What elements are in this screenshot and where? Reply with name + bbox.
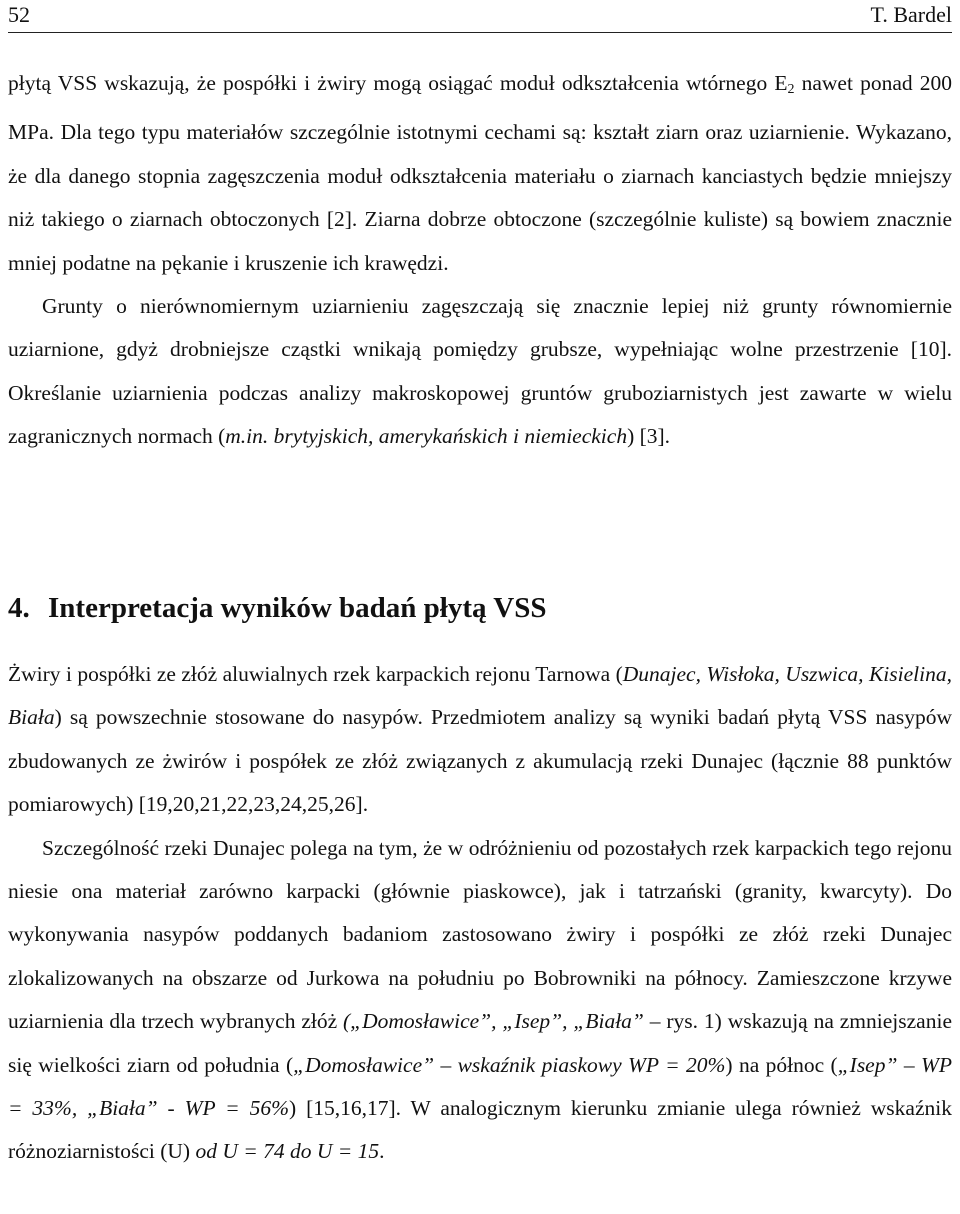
body-text-bottom — [8, 653, 952, 1174]
paragraph-2: Grunty o nierównomiernym uziarnieniu zagęszczają się znacznie lepiej niż grunty równomiernie uziarnione, gdyż drobniejsze cząstki wnikają pomiędzy grubsze, wypełniając wolne przestrzenie [10]. Określanie uziarnienia podczas analizy makroskopowej gruntów gruboziarnistych jest zawarte w wielu zagranicznych normach (m.in. brytyjskich, amerykańskich i niemieckich) [3]. — [8, 294, 952, 449]
section-number: 4. — [8, 592, 30, 624]
page-header — [8, 0, 952, 33]
running-author: T. Bardel — [870, 2, 952, 27]
page-number: 52 — [8, 2, 30, 27]
paragraph-1: płytą VSS wskazują, że pospółki i żwiry mogą osiągać moduł odkształcenia wtórnego $E_2$ nawet ponad 200 MPa. Dla tego typu materiałów szczególnie istotnymi cechami są: kształt ziarn oraz uziarnienie. Wykazano, że dla danego stopnia zagęszczenia moduł odkształcenia materiału o ziarnach kanciastych będzie mniejszy niż takiego o ziarnach obtoczonych [2]. Ziarna dobrze obtoczone (szczególnie kuliste) są bowiem znacznie mniej podatne na pękanie i kruszenie ich krawędzi. — [8, 71, 952, 275]
paragraph-4: Szczególność rzeki Dunajec polega na tym, że w odróżnieniu od pozostałych rzek karpackich tego rejonu niesie ona materiał zarówno karpacki (głównie piaskowce), jak i tatrzański (granity, kwarcyty). Do wykonywania nasypów poddanych badaniom zastosowano żwiry i pospółki ze złóż rzeki Dunajec zlokalizowanych na obszarze od Jurkowa na południu po Bobrowniki na północy. Zamieszczone krzywe uziarnienia dla trzech wybranych złóż („Domosławice”, „Isep”, „Biała” – rys. 1) wskazują na zmniejszanie się wielkości ziarn od południa („Domosławice” – wskaźnik piaskowy WP = 20%) na północ („Isep” – WP = 33%, „Biała” - WP = 56%) [15,16,17]. W analogicznym kierunku zmianie ulega również wskaźnik różnoziarnistości (U) od U = 74 do U = 15. — [8, 835, 953, 1164]
section-title: Interpretacja wyników badań płytą VSS — [48, 592, 547, 624]
section-heading — [8, 594, 546, 623]
paragraph-3: Żwiry i pospółki ze złóż aluwialnych rzek karpackich rejonu Tarnowa (Dunajec, Wisłoka, Uszwica, Kisielina, Biała) są powszechnie stosowane do nasypów. Przedmiotem analizy są wyniki badań płytą VSS nasypów zbudowanych ze żwirów i pospółek ze złóż związanych z akumulacją rzeki Dunajec (łącznie 88 punktów pomiarowych) [19,20,21,22,23,24,25,26]. — [8, 662, 952, 817]
body-text-top — [8, 62, 952, 459]
subscript: 2 — [787, 82, 795, 97]
